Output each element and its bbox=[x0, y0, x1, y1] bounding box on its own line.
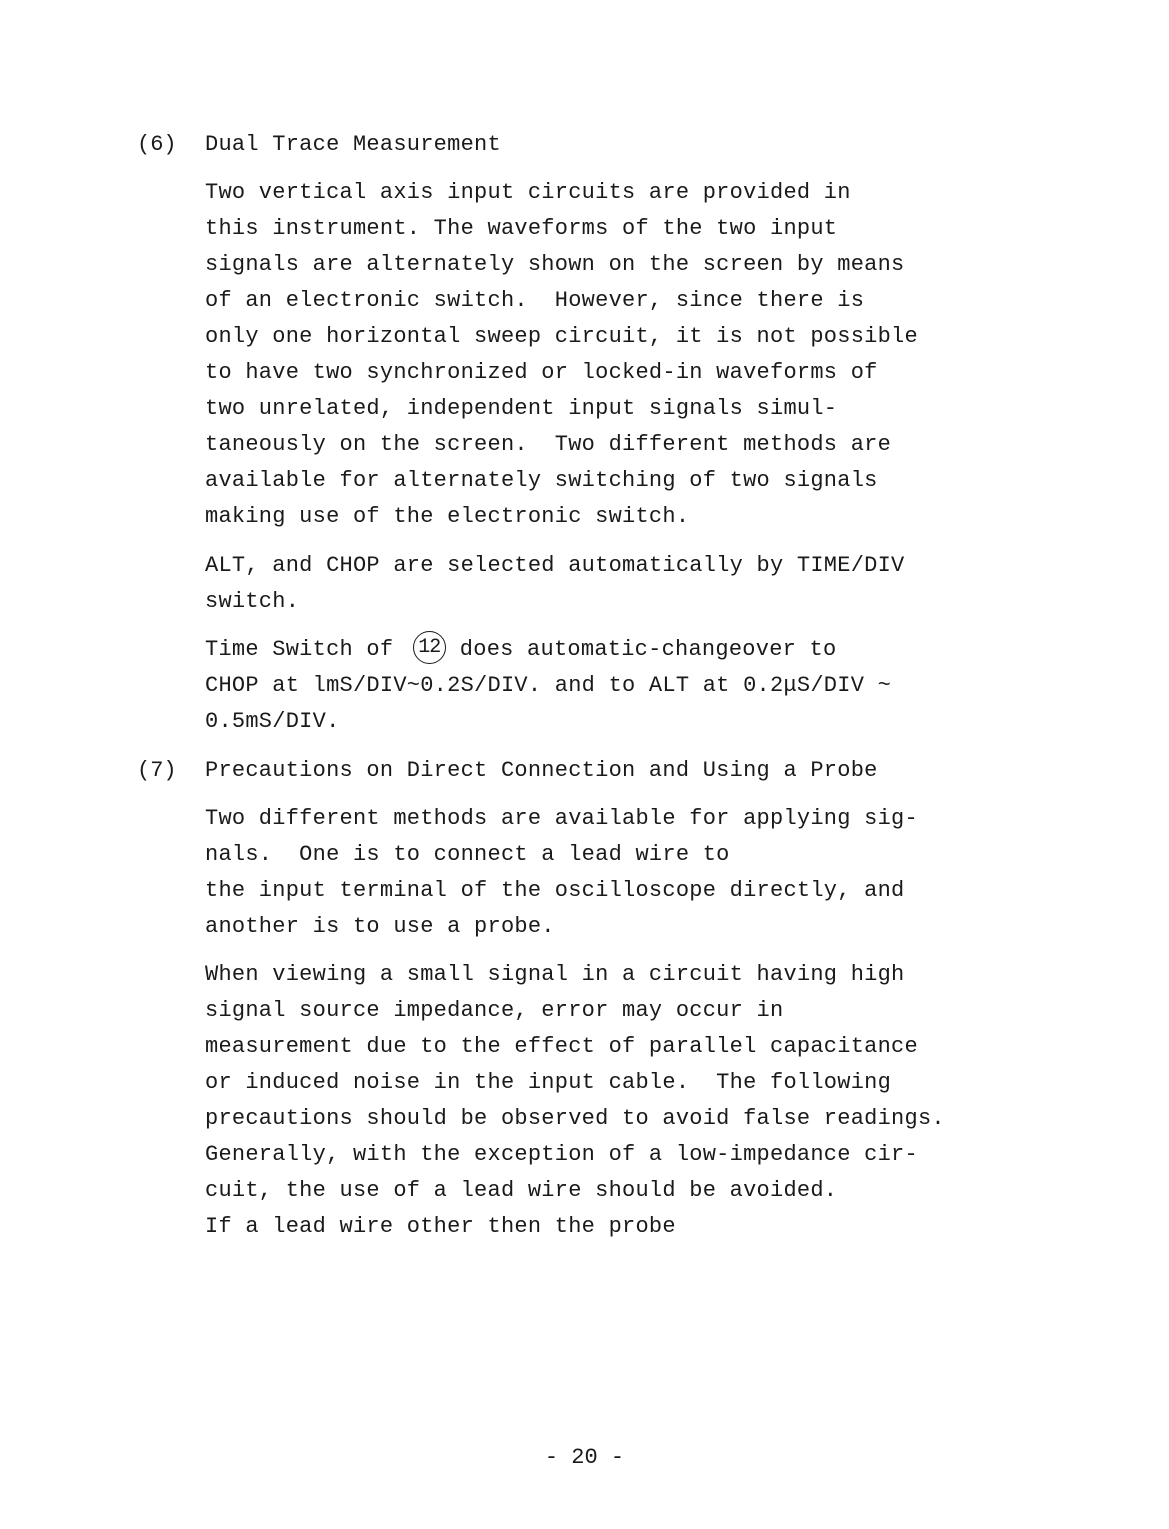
paragraph-line: another is to use a probe. bbox=[205, 914, 555, 939]
paragraph-line: taneously on the screen. Two different methods are bbox=[205, 432, 892, 457]
paragraph-line: CHOP at lmS/DIV~0.2S/DIV. and to ALT at 0.2μS/DIV ~ bbox=[205, 673, 892, 698]
paragraph-line: measurement due to the effect of parallel capacitance bbox=[205, 1034, 918, 1059]
paragraph-line: signals are alternately shown on the screen by means bbox=[205, 252, 905, 277]
paragraph-line: making use of the electronic switch. bbox=[205, 504, 690, 529]
paragraph-line: cuit, the use of a lead wire should be avoided. bbox=[205, 1178, 838, 1203]
paragraph-line: If a lead wire other then the probe bbox=[205, 1214, 676, 1239]
paragraph-line: to have two synchronized or locked-in waveforms of bbox=[205, 360, 878, 385]
paragraph-line: switch. bbox=[205, 589, 300, 614]
paragraph-line: Generally, with the exception of a low-impedance cir- bbox=[205, 1142, 918, 1167]
paragraph-line: of an electronic switch. However, since there is bbox=[205, 288, 865, 313]
paragraph-line-with-reference bbox=[205, 632, 836, 668]
paragraph-line: only one horizontal sweep circuit, it is not possible bbox=[205, 324, 918, 349]
paragraph-line: precautions should be observed to avoid false readings. bbox=[205, 1106, 945, 1131]
section-number: (6) bbox=[137, 132, 177, 157]
paragraph-line: ALT, and CHOP are selected automatically by TIME/DIV bbox=[205, 553, 905, 578]
section-title: Dual Trace Measurement bbox=[205, 132, 501, 157]
paragraph-line: Two vertical axis input circuits are provided in bbox=[205, 180, 851, 205]
circled-reference-12: 12 bbox=[413, 631, 446, 664]
paragraph-line: signal source impedance, error may occur in bbox=[205, 998, 784, 1023]
paragraph-line: When viewing a small signal in a circuit having high bbox=[205, 962, 905, 987]
paragraph-line: the input terminal of the oscilloscope directly, and bbox=[205, 878, 905, 903]
paragraph-text: does automatic-changeover to bbox=[459, 637, 837, 662]
paragraph-line: Two different methods are available for applying sig- bbox=[205, 806, 918, 831]
paragraph-text: Time Switch of bbox=[205, 637, 394, 662]
page-number: - 20 - bbox=[544, 1445, 625, 1470]
paragraph-line: nals. One is to connect a lead wire to bbox=[205, 842, 730, 867]
paragraph-line: or induced noise in the input cable. The following bbox=[205, 1070, 892, 1095]
section-title: Precautions on Direct Connection and Using a Probe bbox=[205, 758, 878, 783]
paragraph-line: this instrument. The waveforms of the two input bbox=[205, 216, 838, 241]
paragraph-line: 0.5mS/DIV. bbox=[205, 709, 340, 734]
paragraph-line: available for alternately switching of two signals bbox=[205, 468, 878, 493]
paragraph-line: two unrelated, independent input signals simul- bbox=[205, 396, 838, 421]
section-number: (7) bbox=[137, 758, 177, 783]
